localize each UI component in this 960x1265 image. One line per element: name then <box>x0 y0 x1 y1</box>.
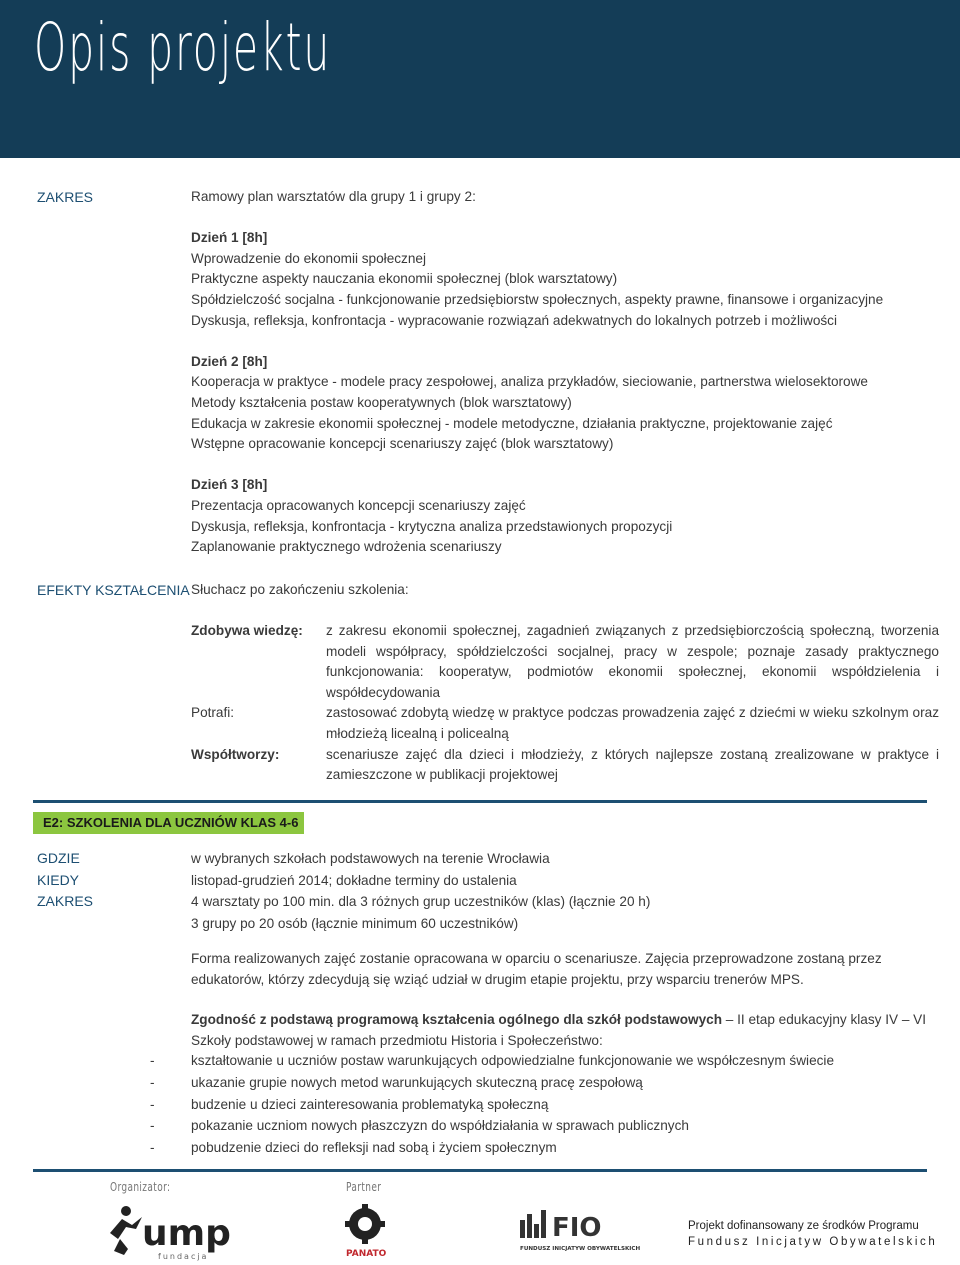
funding-line-1: Projekt dofinansowany ze środków Programu <box>688 1220 919 1232</box>
dash-bullet: - <box>150 1118 155 1134</box>
ump-logo-text: ump <box>142 1213 231 1254</box>
funding-note <box>688 1218 937 1250</box>
panato-logo-text: PANATO <box>346 1249 387 1259</box>
list-item <box>150 1115 834 1137</box>
efekty-row-text: scenariusze zajęć dla dzieci i młodzieży, z których najlepsze zostaną zrealizowane w praktyce i zamieszczone w publikacji projektowej <box>326 746 939 783</box>
header-banner <box>0 0 960 158</box>
zakres-e2-label: ZAKRES <box>37 893 94 909</box>
fio-logo-text: FIO <box>552 1213 602 1243</box>
day-line: Wprowadzenie do ekonomii społecznej <box>191 250 426 266</box>
zgodnosc-paragraph <box>191 1009 936 1051</box>
ump-logo-sub: fundacja <box>158 1252 209 1261</box>
day-line: Dyskusja, refleksja, konfrontacja - krytyczna analiza przedstawionych propozycji <box>191 518 673 534</box>
day-line: Prezentacja opracowanych koncepcji scenariuszy zajęć <box>191 497 526 513</box>
kiedy-label: KIEDY <box>37 871 80 888</box>
efekty-row-text: z zakresu ekonomii społecznej, zagadnień związanych z przedsiębiorczością społeczną, tworzenia modeli współpracy, spółdzielczości socjalnej, pracy w zespole; poznaje zasady praktycznego funkcjonowania: kooperatyw, podmiotów ekonomii społecznej, ekonomii współdzielenia i współdecydowania <box>326 623 939 700</box>
list-item <box>150 1050 834 1072</box>
forma-paragraph: Forma realizowanych zajęć zostanie opracowana w oparciu o scenariusze. Zajęcia przeprowadzone zostaną przez edukatorów, którzy zdecydują się wziąć udział w drugim etapie projektu, przy wsparciu trenerów MPS. <box>191 951 882 987</box>
page-title: Opis projektu <box>34 9 332 86</box>
section-badge-e2: E2: SZKOLENIA DLA UCZNIÓW KLAS 4-6 <box>33 812 304 834</box>
day-line: Metody kształcenia postaw kooperatywnych (blok warsztatowy) <box>191 394 572 410</box>
ump-logo <box>106 1203 238 1261</box>
panato-logo <box>342 1204 388 1260</box>
e2-details <box>191 848 936 934</box>
fio-logo <box>518 1206 641 1262</box>
zakres-label: ZAKRES <box>37 189 94 205</box>
day-line: Dyskusja, refleksja, konfrontacja - wypracowanie rozwiązań adekwatnych do lokalnych potrzeb i możliwości <box>191 312 837 328</box>
list-item-text: pokazanie uczniom nowych płaszczyzn do współdziałania w sprawach publicznych <box>191 1118 689 1134</box>
list-item <box>150 1094 834 1116</box>
zakres-value: 4 warsztaty po 100 min. dla 3 różnych grup uczestników (klas) (łącznie 20 h) <box>191 894 651 909</box>
day-title: Dzień 2 [8h] <box>191 353 268 369</box>
efekty-row-label: Zdobywa wiedzę: <box>191 623 303 638</box>
day-title: Dzień 1 [8h] <box>191 230 268 246</box>
list-item-text: ukazanie grupie nowych metod warunkujących skuteczną pracę zespołową <box>191 1074 643 1090</box>
dash-bullet: - <box>150 1053 155 1068</box>
organizator-label: Organizator: <box>110 1180 171 1194</box>
efekty-label: EFEKTY KSZTAŁCENIA <box>37 582 190 598</box>
e2-labels <box>37 848 93 913</box>
day-line: Wstępne opracowanie koncepcji scenariuszy zajęć (blok warsztatowy) <box>191 436 614 452</box>
efekty-row <box>191 621 939 703</box>
gdzie-value: w wybranych szkołach podstawowych na terenie Wrocławia <box>191 851 550 866</box>
efekty-row-label: Potrafi: <box>191 705 235 721</box>
ump-logo-icon <box>106 1203 238 1261</box>
zgodnosc-text: – II etap edukacyjny klasy IV – VI Szkoły podstawowej w ramach przedmiotu Historia i Społeczeństwo: <box>191 1012 927 1048</box>
list-item-text: pobudzenie dzieci do refleksji nad sobą i życiem społecznym <box>191 1140 557 1156</box>
efekty-intro: Słuchacz po zakończeniu szkolenia: <box>191 582 409 597</box>
list-item <box>150 1137 834 1159</box>
partner-label: Partner <box>346 1180 382 1194</box>
fio-logo-icon <box>518 1206 641 1262</box>
zakres-content <box>191 187 936 558</box>
day-line: Praktyczne aspekty nauczania ekonomii społecznej (blok warsztatowy) <box>191 271 618 287</box>
efekty-row-text: zastosować zdobytą wiedzę w praktyce podczas prowadzenia zajęć z dziećmi w wieku szkolnym oraz młodzieżą licealną i policealną <box>326 705 939 741</box>
day-line: Edukacja w zakresie ekonomii społecznej - modele metodyczne, działania praktyczne, projektowanie zajęć <box>191 415 833 431</box>
gear-icon <box>342 1204 388 1260</box>
list-item <box>150 1072 834 1094</box>
efekty-row <box>191 703 939 744</box>
dash-bullet: - <box>150 1140 155 1156</box>
zakres-intro: Ramowy plan warsztatów dla grupy 1 i grupy 2: <box>191 189 476 204</box>
gdzie-label: GDZIE <box>37 850 80 866</box>
zakres-value-2: 3 grupy po 20 osób (łącznie minimum 60 uczestników) <box>191 915 519 931</box>
list-item-text: budzenie u dzieci zainteresowania problematyką społeczną <box>191 1096 549 1112</box>
footer-divider <box>33 1169 927 1172</box>
goals-list <box>150 1050 834 1159</box>
day-line: Zaplanowanie praktycznego wdrożenia scenariuszy <box>191 539 502 555</box>
kiedy-value: listopad-grudzień 2014; dokładne terminy do ustalenia <box>191 872 517 888</box>
fio-logo-sub: FUNDUSZ INICJATYW OBYWATELSKICH <box>520 1246 641 1252</box>
efekty-row <box>191 745 939 786</box>
funding-line-2: Fundusz Inicjatyw Obywatelskich <box>688 1236 938 1248</box>
list-item-text: kształtowanie u uczniów postaw warunkujących odpowiedzialne funkcjonowanie we współczesnym świecie <box>191 1053 835 1068</box>
efekty-row-label: Współtworzy: <box>191 746 280 762</box>
zgodnosc-heading: Zgodność z podstawą programową kształcenia ogólnego dla szkół podstawowych <box>191 1012 722 1027</box>
efekty-table <box>191 621 939 786</box>
section-divider <box>33 800 927 803</box>
day-line: Spółdzielczość socjalna - funkcjonowanie przedsiębiorstw społecznych, aspekty prawne, finansowe i organizacyjne <box>191 291 884 307</box>
day-title: Dzień 3 [8h] <box>191 477 268 493</box>
day-line: Kooperacja w praktyce - modele pracy zespołowej, analiza przykładów, sieciowanie, partnerstwa wielosektorowe <box>191 374 868 390</box>
dash-bullet: - <box>150 1074 155 1090</box>
dash-bullet: - <box>150 1096 155 1112</box>
